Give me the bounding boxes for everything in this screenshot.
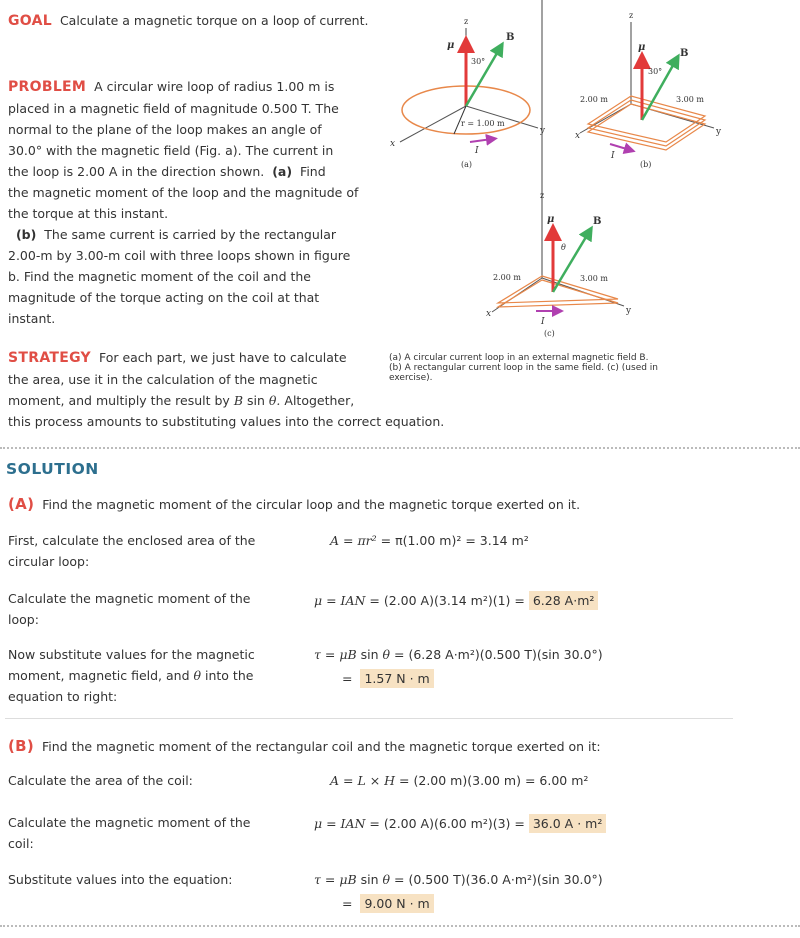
- desc-line: circular loop:: [8, 554, 90, 569]
- coil-loops: [588, 96, 705, 150]
- part-a-label: (a): [272, 164, 293, 179]
- strategy-line: Altogether,: [284, 393, 355, 408]
- equation-torque: [314, 644, 603, 689]
- eq-rhs: = (6.28 A·m²)(0.500 T)(sin 30.0°): [390, 647, 603, 662]
- problem-line: the torque at this instant.: [8, 206, 169, 221]
- eq-lhs: A = πr²: [330, 533, 377, 548]
- eq-rhs: = π(1.00 m)² = 3.14 m²: [376, 533, 529, 548]
- part-b-label: (b): [15, 227, 37, 242]
- result-highlight: 9.00 N · m: [360, 894, 433, 913]
- desc-line: Now substitute values for the magnetic: [8, 647, 255, 662]
- desc-line: coil:: [8, 836, 34, 851]
- part-b-heading-text: Find the magnetic moment of the rectangular coil and the magnetic torque exerted on it:: [42, 739, 601, 754]
- eq-lhs: τ = μB: [314, 647, 357, 662]
- angle-label: 30°: [471, 57, 486, 66]
- figure-label-a: (a): [461, 160, 473, 169]
- strategy-line: moment, and multiply the result by: [8, 393, 230, 408]
- length-label: 3.00 m: [676, 95, 704, 104]
- axis-y-label: y: [540, 126, 546, 136]
- axis-y-label: y: [716, 127, 722, 137]
- divider: [0, 447, 800, 449]
- equation-moment: [314, 590, 598, 611]
- figure-a-circular-loop: [390, 17, 546, 169]
- symbol-theta: θ.: [268, 393, 281, 408]
- equation-area: [330, 770, 588, 791]
- theta-label: θ: [561, 243, 566, 252]
- problem-line: The same current is carried by the rectangular: [44, 227, 337, 242]
- solution-title: SOLUTION: [6, 460, 99, 478]
- equation-torque: [314, 869, 603, 914]
- axis-z-label: z: [540, 191, 545, 200]
- eq-rhs: sin: [356, 647, 383, 662]
- axis-x-label: x: [390, 139, 396, 149]
- mu-label: μ: [447, 40, 455, 51]
- problem-line: the magnetic moment of the loop and the magnitude of: [8, 185, 359, 200]
- desc-line: loop:: [8, 612, 39, 627]
- part-a-heading-text: Find the magnetic moment of the circular loop and the magnetic torque exerted on it.: [42, 497, 581, 512]
- symbol-theta: θ: [382, 647, 391, 662]
- eq-rhs: = (0.500 T)(36.0 A·m²)(sin 30.0°): [390, 872, 603, 887]
- result-highlight: 6.28 A·m²: [529, 591, 599, 610]
- B-label: B: [593, 216, 602, 227]
- problem-line: placed in a magnetic field of magnitude 0.500 T. The: [8, 101, 339, 116]
- equation-area: [330, 530, 529, 551]
- axis-y-label: y: [626, 306, 632, 316]
- step-description: [8, 869, 232, 890]
- caption-line: (b) A rectangular current loop in the same field. (c) (used in: [389, 363, 659, 373]
- figures: [380, 0, 800, 345]
- problem-line: the loop is 2.00 A in the direction shown.: [8, 164, 265, 179]
- strategy-line: For each part, we just have to calculate: [98, 350, 347, 365]
- problem-line: 30.0° with the magnetic field (Fig. a). The current in: [8, 143, 334, 158]
- problem-line: instant.: [8, 311, 56, 326]
- figure-caption: [389, 353, 679, 383]
- caption-line: exercise).: [389, 373, 433, 383]
- eq-lhs: μ = IAN: [314, 593, 366, 608]
- width-label: 2.00 m: [580, 95, 608, 104]
- figure-label-b: (b): [640, 160, 652, 169]
- mu-label: μ: [547, 214, 555, 225]
- problem-section: [8, 76, 388, 329]
- equals: =: [342, 896, 353, 911]
- desc-line: equation to right:: [8, 689, 118, 704]
- desc-line: First, calculate the enclosed area of the: [8, 533, 256, 548]
- mu-label: μ: [638, 42, 646, 53]
- part-a-label: (A): [8, 495, 35, 513]
- step-description: [8, 588, 308, 630]
- figure-label-c: (c): [544, 329, 555, 338]
- B-arrow: [553, 232, 589, 292]
- symbol-theta: θ: [193, 668, 202, 683]
- current-label: I: [611, 151, 615, 161]
- step-description: [8, 770, 193, 791]
- length-label: 3.00 m: [580, 274, 608, 283]
- eq-lhs: τ = μB: [314, 872, 357, 887]
- strategy-label: STRATEGY: [8, 350, 91, 366]
- axis-x-label: x: [486, 309, 492, 319]
- section-separator: [5, 718, 733, 719]
- step-description: [8, 644, 308, 707]
- desc-line: moment, magnetic field, and: [8, 668, 190, 683]
- goal-label: GOAL: [8, 13, 52, 29]
- problem-line: Find: [300, 164, 326, 179]
- eq-lhs: A = L × H: [330, 773, 396, 788]
- radius-label: r = 1.00 m: [461, 119, 505, 128]
- part-b-heading: [8, 736, 601, 757]
- problem-line: 2.00-m by 3.00-m coil with three loops shown in figure: [8, 248, 351, 263]
- strategy-line: this process amounts to substituting values into the correct equation.: [8, 414, 445, 429]
- problem-line: magnitude of the torque acting on the coil at that: [8, 290, 320, 305]
- eq-lhs: μ = IAN: [314, 816, 366, 831]
- problem-line: b. Find the magnetic moment of the coil and the: [8, 269, 311, 284]
- step-description: [8, 530, 308, 572]
- axis-z-label: z: [629, 11, 634, 20]
- eq-rhs: sin: [356, 872, 383, 887]
- equation-moment: [314, 813, 606, 834]
- result-highlight: 36.0 A · m²: [529, 814, 606, 833]
- step-description: [8, 812, 308, 854]
- desc-line: Substitute values into the equation:: [8, 872, 233, 887]
- caption-line: (a) A circular current loop in an external magnetic field B.: [389, 353, 649, 363]
- strategy-line: sin: [247, 393, 265, 408]
- angle-label: 30°: [648, 67, 663, 76]
- desc-line: into the: [205, 668, 254, 683]
- goal-section: [8, 10, 378, 32]
- symbol-B: B: [233, 393, 244, 408]
- symbol-theta: θ: [382, 872, 391, 887]
- desc-line: Calculate the magnetic moment of the: [8, 591, 251, 606]
- divider: [0, 925, 800, 927]
- current-label: I: [475, 146, 479, 156]
- B-label: B: [506, 32, 515, 43]
- current-label: I: [541, 317, 545, 327]
- B-label: B: [680, 48, 689, 59]
- figure-c-triangular-coil: [486, 0, 632, 338]
- eq-rhs: = (2.00 A)(3.14 m²)(1) =: [365, 593, 529, 608]
- problem-line: normal to the plane of the loop makes an angle of: [8, 122, 322, 137]
- desc-line: Calculate the area of the coil:: [8, 773, 193, 788]
- problem-line: A circular wire loop of radius 1.00 m is: [94, 79, 335, 94]
- part-a-heading: [8, 494, 580, 515]
- desc-line: Calculate the magnetic moment of the: [8, 815, 251, 830]
- strategy-line: the area, use it in the calculation of the magnetic: [8, 372, 318, 387]
- figure-b-rectangular-coil: [575, 11, 722, 169]
- axis-z-label: z: [464, 17, 469, 26]
- eq-rhs: = (2.00 m)(3.00 m) = 6.00 m²: [395, 773, 589, 788]
- width-label: 2.00 m: [493, 273, 521, 282]
- goal-text: Calculate a magnetic torque on a loop of current.: [59, 13, 369, 28]
- eq-rhs: = (2.00 A)(6.00 m²)(3) =: [365, 816, 529, 831]
- part-b-label: (B): [8, 737, 35, 755]
- result-highlight: 1.57 N · m: [360, 669, 433, 688]
- equals: =: [342, 671, 353, 686]
- problem-label: PROBLEM: [8, 79, 87, 95]
- axis-x-label: x: [575, 131, 581, 141]
